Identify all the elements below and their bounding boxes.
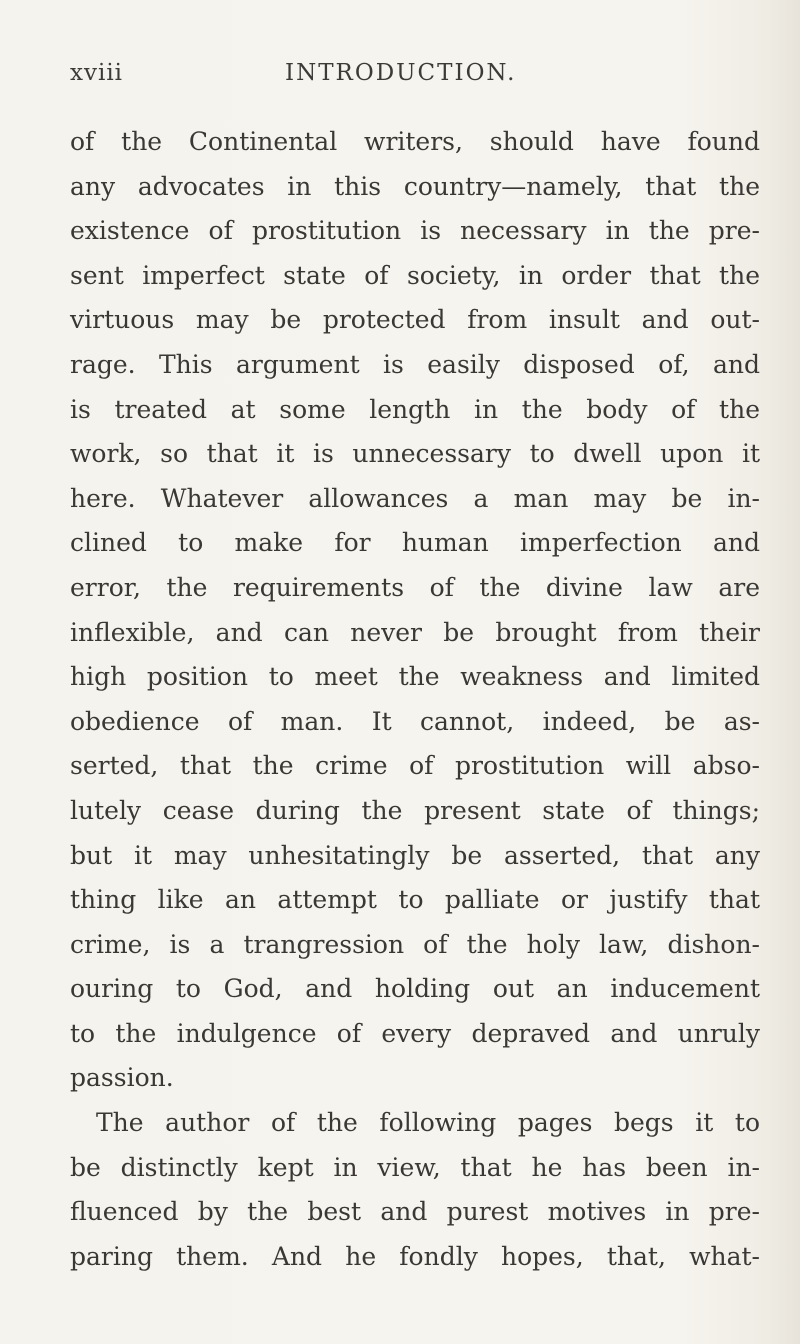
body-text — [70, 120, 760, 1279]
text-line: thing like an attempt to palliate or justify that — [70, 885, 760, 915]
text-line: but it may unhesitatingly be asserted, that any — [70, 840, 760, 870]
text-line: to the indulgence of every depraved and unruly — [70, 1018, 760, 1048]
text-line: serted, that the crime of prostitution will abso- — [70, 751, 760, 781]
text-line: inflexible, and can never be brought from their — [70, 617, 760, 647]
text-line: any advocates in this country—namely, that the — [70, 171, 760, 201]
text-line: rage. This argument is easily disposed of, and — [70, 349, 760, 379]
text-line: fluenced by the best and purest motives in pre- — [70, 1197, 760, 1227]
text-line: virtuous may be protected from insult and out- — [70, 305, 760, 335]
page-header — [70, 60, 750, 100]
page-number: xviii — [70, 60, 124, 86]
text-line: ouring to God, and holding out an inducement — [70, 974, 760, 1004]
text-line: be distinctly kept in view, that he has been in- — [70, 1152, 760, 1182]
text-line: paring them. And he fondly hopes, that, what- — [70, 1241, 760, 1271]
text-line: crime, is a trangression of the holy law, dishon- — [70, 929, 760, 959]
text-line: of the Continental writers, should have found — [70, 127, 760, 156]
text-line: existence of prostitution is necessary in the pre- — [70, 216, 760, 246]
text-line: clined to make for human imperfection and — [70, 528, 760, 558]
text-line: work, so that it is unnecessary to dwell upon it — [70, 439, 760, 469]
text-line: sent imperfect state of society, in order that the — [70, 260, 760, 290]
text-line: lutely cease during the present state of things; — [70, 795, 760, 825]
text-line: error, the requirements of the divine law are — [70, 572, 760, 602]
text-line: passion. — [70, 1063, 174, 1093]
running-head: INTRODUCTION. — [285, 60, 517, 86]
text-line: here. Whatever allowances a man may be in- — [70, 483, 760, 513]
text-line: is treated at some length in the body of the — [70, 394, 760, 424]
text-line: The author of the following pages begs it to — [96, 1108, 760, 1138]
text-line: high position to meet the weakness and limited — [70, 662, 760, 692]
text-line: obedience of man. It cannot, indeed, be as- — [70, 706, 760, 736]
